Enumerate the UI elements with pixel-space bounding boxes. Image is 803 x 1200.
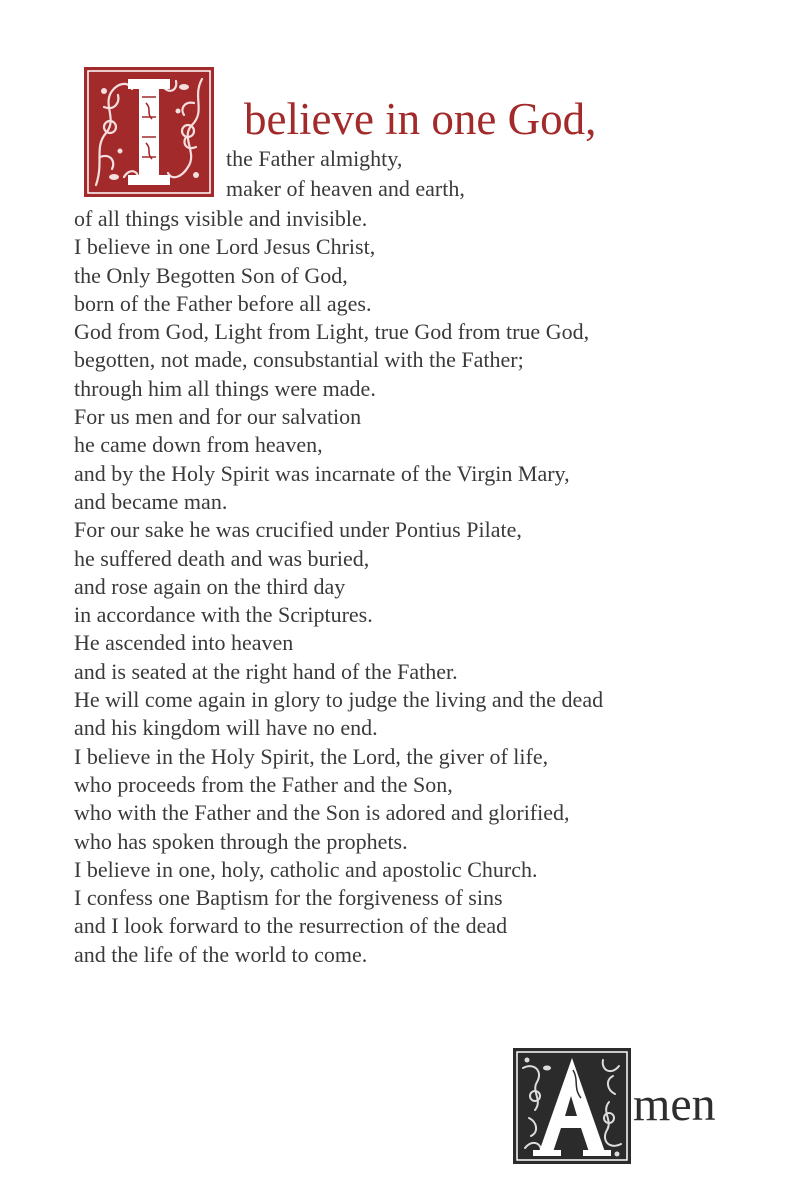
creed-line: and his kingdom will have no end.: [74, 715, 378, 741]
creed-body: [74, 205, 794, 969]
creed-line-indented-1: the Father almighty,: [226, 146, 403, 171]
creed-line: God from God, Light from Light, true God from true God,: [74, 319, 590, 345]
dropcap-a-ornament: [513, 1048, 631, 1164]
creed-line: who with the Father and the Son is adored and glorified,: [74, 800, 570, 826]
creed-line: of all things visible and invisible.: [74, 206, 368, 231]
creed-line: he came down from heaven,: [74, 432, 323, 458]
creed-line: I believe in the Holy Spirit, the Lord, the giver of life,: [74, 743, 549, 769]
creed-line: born of the Father before all ages.: [74, 290, 372, 316]
creed-heading: [244, 89, 596, 149]
dropcap-i-ornament: [84, 67, 214, 197]
creed-line: I believe in one Lord Jesus Christ,: [74, 234, 376, 260]
creed-line: He ascended into heaven: [74, 630, 294, 656]
amen-text: men: [633, 1078, 716, 1131]
creed-line: through him all things were made.: [74, 375, 376, 401]
creed-line: I confess one Baptism for the forgiveness of sins: [74, 885, 503, 911]
heading-text: believe in one God,: [244, 94, 597, 144]
creed-line: For our sake he was crucified under Pontius Pilate,: [74, 517, 522, 543]
creed-line: he suffered death and was buried,: [74, 545, 370, 571]
creed-line: who proceeds from the Father and the Son,: [74, 771, 453, 797]
creed-line: and the life of the world to come.: [74, 941, 368, 967]
creed-line: and by the Holy Spirit was incarnate of the Virgin Mary,: [74, 460, 570, 486]
creed-line: and is seated at the right hand of the Father.: [74, 658, 458, 684]
creed-line: in accordance with the Scriptures.: [74, 602, 373, 628]
dropcap-a-svg: [513, 1048, 631, 1164]
dropcap-i-svg: [84, 67, 214, 197]
creed-line-indented-2: maker of heaven and earth,: [226, 176, 465, 201]
creed-line: He will come again in glory to judge the living and the dead: [74, 687, 604, 713]
creed-line: and rose again on the third day: [74, 573, 346, 599]
creed-line: I believe in one, holy, catholic and apostolic Church.: [74, 856, 538, 882]
creed-line: and became man.: [74, 488, 228, 514]
creed-line: who has spoken through the prophets.: [74, 828, 408, 854]
creed-line: begotten, not made, consubstantial with the Father;: [74, 347, 524, 373]
creed-line: the Only Begotten Son of God,: [74, 262, 348, 288]
creed-line: and I look forward to the resurrection of the dead: [74, 913, 508, 939]
creed-line: For us men and for our salvation: [74, 404, 362, 430]
